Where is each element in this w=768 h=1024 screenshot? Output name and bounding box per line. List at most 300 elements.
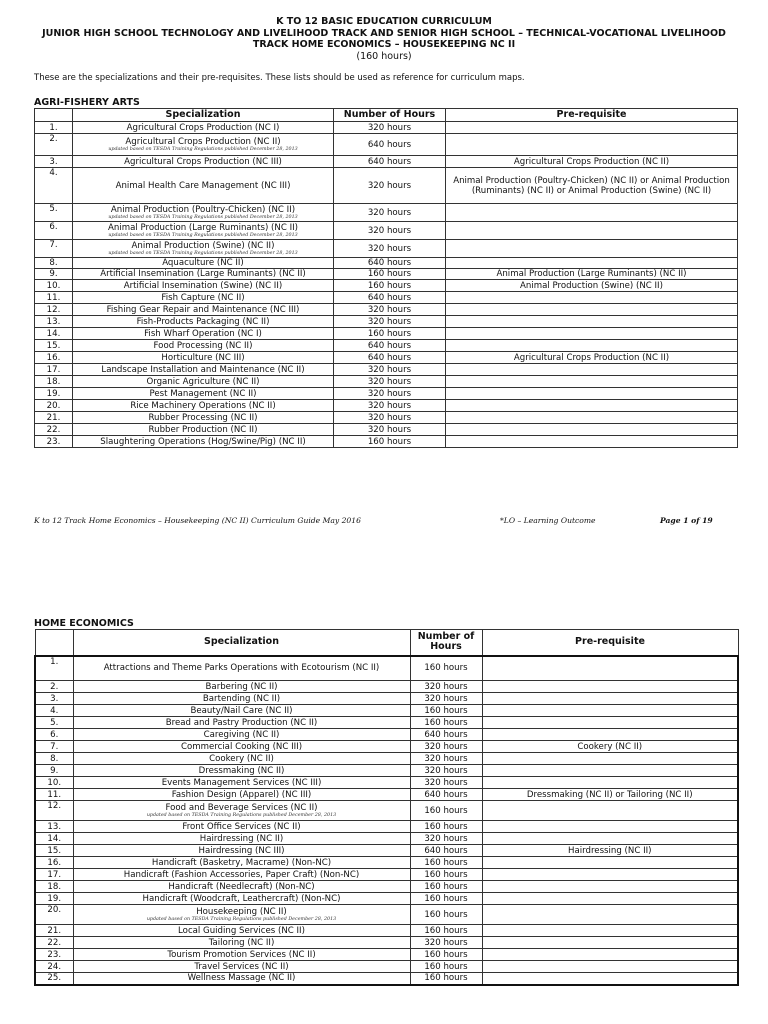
row-prerequisite bbox=[482, 821, 738, 833]
row-number: 7. bbox=[35, 240, 73, 258]
row-prerequisite bbox=[482, 753, 738, 765]
row-prerequisite bbox=[482, 893, 738, 905]
row-number: 5. bbox=[35, 717, 73, 729]
specialization-name: Wellness Massage (NC II) bbox=[187, 973, 296, 984]
footer-page-number bbox=[660, 516, 713, 525]
table-row bbox=[35, 789, 738, 801]
row-specialization bbox=[73, 693, 410, 705]
specialization-name: Artificial Insemination (Swine) (NC II) bbox=[123, 280, 283, 291]
header-hours: (160 hours) bbox=[356, 50, 412, 62]
row-prerequisite: Animal Production (Swine) (NC II) bbox=[446, 280, 738, 292]
row-prerequisite bbox=[482, 717, 738, 729]
row-specialization bbox=[73, 949, 410, 961]
table-row bbox=[35, 857, 738, 869]
row-hours: 160 hours bbox=[410, 869, 482, 881]
specialization-name: Agricultural Crops Production (NC II) bbox=[125, 136, 281, 147]
table-row bbox=[35, 961, 738, 973]
table-row bbox=[35, 204, 738, 222]
agri-header-specialization: Specialization bbox=[73, 109, 334, 122]
specialization-name: Handicraft (Needlecraft) (Non-NC) bbox=[168, 881, 315, 892]
row-prerequisite bbox=[446, 292, 738, 304]
table-row bbox=[35, 717, 738, 729]
row-specialization bbox=[73, 833, 410, 845]
row-prerequisite: Cookery (NC II) bbox=[482, 741, 738, 753]
page-current: 1 bbox=[683, 516, 689, 525]
row-hours: 320 hours bbox=[334, 168, 446, 204]
row-specialization bbox=[73, 845, 410, 857]
row-prerequisite bbox=[446, 388, 738, 400]
specialization-name: Tourism Promotion Services (NC II) bbox=[167, 949, 316, 960]
row-hours: 160 hours bbox=[410, 905, 482, 925]
row-number: 12. bbox=[35, 801, 73, 821]
specialization-name: Hairdressing (NC II) bbox=[199, 833, 284, 844]
row-specialization bbox=[73, 364, 334, 376]
table-row bbox=[35, 937, 738, 949]
specialization-name: Fish Wharf Operation (NC I) bbox=[144, 328, 262, 339]
row-prerequisite bbox=[446, 222, 738, 240]
row-number: 15. bbox=[35, 845, 73, 857]
row-specialization bbox=[73, 388, 334, 400]
specialization-name: Dressmaking (NC II) bbox=[198, 765, 285, 776]
table-row bbox=[35, 280, 738, 292]
row-prerequisite bbox=[482, 857, 738, 869]
row-specialization bbox=[73, 717, 410, 729]
home-header-prereq: Pre-requisite bbox=[482, 630, 738, 656]
specialization-name: Handicraft (Basketry, Macrame) (Non-NC) bbox=[151, 857, 332, 868]
row-specialization bbox=[73, 961, 410, 973]
row-prerequisite bbox=[446, 376, 738, 388]
table-row bbox=[35, 340, 738, 352]
tesda-update-note: updated based on TESDA Training Regulations published December 28, 2013 bbox=[108, 232, 298, 238]
row-specialization bbox=[73, 400, 334, 412]
row-prerequisite bbox=[482, 681, 738, 693]
row-hours: 160 hours bbox=[410, 656, 482, 681]
document-header bbox=[0, 16, 768, 62]
row-hours: 160 hours bbox=[410, 821, 482, 833]
row-specialization bbox=[73, 869, 410, 881]
table-row bbox=[35, 656, 738, 681]
table-row bbox=[35, 869, 738, 881]
row-hours: 160 hours bbox=[410, 961, 482, 973]
row-prerequisite bbox=[482, 937, 738, 949]
row-number: 20. bbox=[35, 905, 73, 925]
table-row bbox=[35, 821, 738, 833]
agri-header-num bbox=[35, 109, 73, 122]
row-number: 17. bbox=[35, 869, 73, 881]
row-number: 4. bbox=[35, 705, 73, 717]
row-specialization bbox=[73, 753, 410, 765]
row-number: 5. bbox=[35, 204, 73, 222]
specialization-name: Bartending (NC II) bbox=[202, 693, 281, 704]
row-hours: 320 hours bbox=[334, 240, 446, 258]
header-subtitle: JUNIOR HIGH SCHOOL TECHNOLOGY AND LIVELIHOOD TRACK AND SENIOR HIGH SCHOOL – TECHNICAL-VOCATIONAL LIVELIHOOD bbox=[42, 27, 726, 39]
specialization-name: Bread and Pastry Production (NC II) bbox=[165, 717, 318, 728]
row-prerequisite bbox=[482, 765, 738, 777]
row-number: 9. bbox=[35, 765, 73, 777]
row-prerequisite bbox=[446, 258, 738, 269]
row-hours: 640 hours bbox=[334, 258, 446, 269]
row-number: 11. bbox=[35, 292, 73, 304]
table-row bbox=[35, 693, 738, 705]
tesda-update-note: updated based on TESDA Training Regulations published December 28, 2013 bbox=[108, 250, 298, 256]
table-row bbox=[35, 328, 738, 340]
specialization-name: Rubber Production (NC II) bbox=[148, 424, 258, 435]
row-number: 17. bbox=[35, 364, 73, 376]
row-hours: 320 hours bbox=[334, 364, 446, 376]
row-hours: 320 hours bbox=[410, 833, 482, 845]
row-number: 10. bbox=[35, 280, 73, 292]
table-row bbox=[35, 269, 738, 280]
specialization-name: Caregiving (NC II) bbox=[203, 729, 280, 740]
home-header-num bbox=[35, 630, 73, 656]
table-row bbox=[35, 801, 738, 821]
row-specialization bbox=[73, 973, 410, 985]
row-number: 7. bbox=[35, 741, 73, 753]
specialization-name: Animal Production (Large Ruminants) (NC II) bbox=[107, 222, 298, 233]
row-prerequisite bbox=[482, 729, 738, 741]
row-number: 20. bbox=[35, 400, 73, 412]
row-number: 1. bbox=[35, 122, 73, 134]
row-number: 18. bbox=[35, 376, 73, 388]
row-specialization bbox=[73, 656, 410, 681]
table-row bbox=[35, 845, 738, 857]
agri-header-prereq: Pre-requisite bbox=[446, 109, 738, 122]
row-prerequisite bbox=[482, 801, 738, 821]
row-specialization bbox=[73, 376, 334, 388]
row-number: 21. bbox=[35, 925, 73, 937]
row-specialization bbox=[73, 436, 334, 448]
table-row bbox=[35, 292, 738, 304]
specialization-name: Tailoring (NC II) bbox=[208, 937, 275, 948]
footer-guide-title: K to 12 Track Home Economics – Housekeeping (NC II) Curriculum Guide May 2016 bbox=[34, 516, 361, 525]
row-specialization bbox=[73, 925, 410, 937]
row-hours: 640 hours bbox=[334, 352, 446, 364]
specialization-name: Front Office Services (NC II) bbox=[182, 821, 301, 832]
row-specialization bbox=[73, 328, 334, 340]
row-hours: 640 hours bbox=[334, 340, 446, 352]
specialization-name: Cookery (NC II) bbox=[209, 753, 274, 764]
row-number: 23. bbox=[35, 949, 73, 961]
row-specialization bbox=[73, 204, 334, 222]
row-specialization bbox=[73, 352, 334, 364]
row-number: 25. bbox=[35, 973, 73, 985]
row-specialization bbox=[73, 222, 334, 240]
row-prerequisite bbox=[446, 328, 738, 340]
row-number: 4. bbox=[35, 168, 73, 204]
row-prerequisite bbox=[482, 656, 738, 681]
row-hours: 160 hours bbox=[410, 705, 482, 717]
row-specialization bbox=[73, 269, 334, 280]
row-specialization bbox=[73, 893, 410, 905]
specialization-name: Horticulture (NC III) bbox=[161, 352, 245, 363]
table-row bbox=[35, 134, 738, 156]
row-specialization bbox=[73, 881, 410, 893]
row-number: 16. bbox=[35, 857, 73, 869]
specialization-name: Animal Production (Poultry-Chicken) (NC II) bbox=[110, 204, 296, 215]
row-prerequisite: Agricultural Crops Production (NC II) bbox=[446, 156, 738, 168]
row-number: 6. bbox=[35, 729, 73, 741]
row-specialization bbox=[73, 168, 334, 204]
intro-text: These are the specializations and their pre-requisites. These lists should be used as reference for curriculum maps. bbox=[34, 73, 525, 83]
row-number: 3. bbox=[35, 693, 73, 705]
row-prerequisite bbox=[482, 949, 738, 961]
tesda-update-note: updated based on TESDA Training Regulations published December 28, 2013 bbox=[146, 916, 337, 922]
table-row bbox=[35, 741, 738, 753]
table-row bbox=[35, 424, 738, 436]
row-number: 11. bbox=[35, 789, 73, 801]
row-number: 9. bbox=[35, 269, 73, 280]
header-track: TRACK HOME ECONOMICS – HOUSEKEEPING NC II bbox=[252, 39, 516, 50]
row-hours: 640 hours bbox=[410, 729, 482, 741]
specialization-name: Landscape Installation and Maintenance (NC II) bbox=[101, 364, 305, 375]
row-prerequisite bbox=[446, 412, 738, 424]
row-number: 18. bbox=[35, 881, 73, 893]
row-number: 15. bbox=[35, 340, 73, 352]
specialization-name: Handicraft (Fashion Accessories, Paper Craft) (Non-NC) bbox=[123, 869, 360, 880]
table-row bbox=[35, 973, 738, 985]
row-prerequisite bbox=[482, 705, 738, 717]
table-row bbox=[35, 258, 738, 269]
row-hours: 160 hours bbox=[410, 801, 482, 821]
table-row bbox=[35, 949, 738, 961]
row-hours: 160 hours bbox=[334, 328, 446, 340]
table-row bbox=[35, 905, 738, 925]
row-hours: 320 hours bbox=[334, 376, 446, 388]
specialization-name: Fish-Products Packaging (NC II) bbox=[136, 316, 270, 327]
row-hours: 160 hours bbox=[410, 925, 482, 937]
specialization-name: Agricultural Crops Production (NC III) bbox=[124, 156, 282, 167]
row-prerequisite bbox=[482, 881, 738, 893]
row-hours: 640 hours bbox=[334, 156, 446, 168]
table-row bbox=[35, 681, 738, 693]
row-prerequisite bbox=[482, 869, 738, 881]
table-row bbox=[35, 881, 738, 893]
row-number: 12. bbox=[35, 304, 73, 316]
table-row bbox=[35, 925, 738, 937]
specialization-name: Barbering (NC II) bbox=[205, 681, 278, 692]
row-specialization bbox=[73, 424, 334, 436]
row-specialization bbox=[73, 134, 334, 156]
table-row bbox=[35, 388, 738, 400]
tesda-update-note: updated based on TESDA Training Regulations published December 28, 2013 bbox=[108, 146, 298, 152]
specialization-name: Aquaculture (NC II) bbox=[162, 258, 244, 268]
tesda-update-note: updated based on TESDA Training Regulations published December 28, 2013 bbox=[146, 812, 337, 818]
specialization-name: Animal Production (Swine) (NC II) bbox=[131, 240, 275, 251]
row-prerequisite bbox=[482, 925, 738, 937]
row-specialization bbox=[73, 777, 410, 789]
specialization-name: Local Guiding Services (NC II) bbox=[178, 925, 305, 936]
home-table bbox=[34, 629, 739, 986]
specialization-name: Hairdressing (NC III) bbox=[198, 845, 285, 856]
tesda-update-note: updated based on TESDA Training Regulations published December 28, 2013 bbox=[108, 214, 298, 220]
row-prerequisite bbox=[446, 134, 738, 156]
table-row bbox=[35, 316, 738, 328]
row-hours: 160 hours bbox=[410, 893, 482, 905]
row-hours: 320 hours bbox=[334, 388, 446, 400]
header-title: K TO 12 BASIC EDUCATION CURRICULUM bbox=[276, 16, 492, 27]
specialization-name: Handicraft (Woodcraft, Leathercraft) (Non-NC) bbox=[142, 893, 341, 904]
specialization-name: Food Processing (NC II) bbox=[153, 340, 253, 351]
row-specialization bbox=[73, 729, 410, 741]
specialization-name: Artificial Insemination (Large Ruminants) (NC II) bbox=[100, 269, 306, 279]
row-specialization bbox=[73, 741, 410, 753]
row-prerequisite bbox=[482, 961, 738, 973]
row-hours: 160 hours bbox=[334, 280, 446, 292]
table-row bbox=[35, 364, 738, 376]
row-specialization bbox=[73, 292, 334, 304]
table-row bbox=[35, 436, 738, 448]
specialization-name: Housekeeping (NC II) bbox=[196, 906, 287, 917]
footer-lo-note: *LO – Learning Outcome bbox=[500, 516, 596, 525]
row-number: 21. bbox=[35, 412, 73, 424]
row-prerequisite bbox=[446, 424, 738, 436]
specialization-name: Fishing Gear Repair and Maintenance (NC III) bbox=[106, 304, 300, 315]
row-hours: 160 hours bbox=[410, 857, 482, 869]
table-row bbox=[35, 222, 738, 240]
row-hours: 320 hours bbox=[334, 122, 446, 134]
specialization-name: Fashion Design (Apparel) (NC III) bbox=[171, 789, 312, 800]
row-number: 23. bbox=[35, 436, 73, 448]
table-row bbox=[35, 705, 738, 717]
row-specialization bbox=[73, 340, 334, 352]
row-prerequisite bbox=[446, 204, 738, 222]
table-row bbox=[35, 729, 738, 741]
specialization-name: Travel Services (NC II) bbox=[194, 961, 289, 972]
table-row bbox=[35, 352, 738, 364]
row-hours: 320 hours bbox=[410, 693, 482, 705]
table-row bbox=[35, 240, 738, 258]
home-header-specialization: Specialization bbox=[73, 630, 410, 656]
row-hours: 320 hours bbox=[334, 400, 446, 412]
row-number: 10. bbox=[35, 777, 73, 789]
row-number: 1. bbox=[35, 656, 73, 681]
table-row bbox=[35, 412, 738, 424]
row-hours: 320 hours bbox=[410, 765, 482, 777]
specialization-name: Events Management Services (NC III) bbox=[161, 777, 322, 788]
row-number: 19. bbox=[35, 388, 73, 400]
row-hours: 320 hours bbox=[410, 753, 482, 765]
specialization-name: Agricultural Crops Production (NC I) bbox=[126, 122, 280, 133]
row-specialization bbox=[73, 156, 334, 168]
specialization-name: Attractions and Theme Parks Operations with Ecotourism (NC II) bbox=[103, 663, 380, 674]
home-section-title: HOME ECONOMICS bbox=[34, 618, 134, 629]
row-specialization bbox=[73, 905, 410, 925]
row-hours: 640 hours bbox=[410, 789, 482, 801]
row-specialization bbox=[73, 765, 410, 777]
row-hours: 320 hours bbox=[410, 741, 482, 753]
row-prerequisite bbox=[446, 240, 738, 258]
row-specialization bbox=[73, 937, 410, 949]
row-number: 22. bbox=[35, 937, 73, 949]
row-prerequisite bbox=[482, 905, 738, 925]
row-hours: 320 hours bbox=[410, 777, 482, 789]
row-prerequisite bbox=[482, 777, 738, 789]
row-prerequisite bbox=[446, 400, 738, 412]
row-hours: 640 hours bbox=[334, 134, 446, 156]
row-number: 24. bbox=[35, 961, 73, 973]
row-specialization bbox=[73, 789, 410, 801]
row-specialization bbox=[73, 821, 410, 833]
row-hours: 320 hours bbox=[410, 681, 482, 693]
specialization-name: Rubber Processing (NC II) bbox=[148, 412, 258, 423]
row-hours: 160 hours bbox=[410, 717, 482, 729]
row-prerequisite bbox=[446, 122, 738, 134]
table-row bbox=[35, 376, 738, 388]
row-specialization bbox=[73, 857, 410, 869]
row-hours: 160 hours bbox=[410, 973, 482, 985]
specialization-name: Commercial Cooking (NC III) bbox=[180, 741, 303, 752]
row-number: 13. bbox=[35, 821, 73, 833]
table-row bbox=[35, 156, 738, 168]
row-specialization bbox=[73, 316, 334, 328]
row-number: 8. bbox=[35, 753, 73, 765]
row-prerequisite bbox=[446, 364, 738, 376]
row-specialization bbox=[73, 122, 334, 134]
specialization-name: Rice Machinery Operations (NC II) bbox=[130, 400, 276, 411]
row-prerequisite bbox=[482, 833, 738, 845]
specialization-name: Pest Management (NC II) bbox=[149, 388, 257, 399]
row-hours: 320 hours bbox=[334, 412, 446, 424]
row-specialization bbox=[73, 681, 410, 693]
row-number: 16. bbox=[35, 352, 73, 364]
row-number: 6. bbox=[35, 222, 73, 240]
row-hours: 160 hours bbox=[334, 269, 446, 280]
row-prerequisite bbox=[482, 973, 738, 985]
table-row bbox=[35, 765, 738, 777]
page-suffix: of 19 bbox=[688, 516, 713, 525]
row-number: 22. bbox=[35, 424, 73, 436]
row-hours: 160 hours bbox=[410, 881, 482, 893]
row-hours: 160 hours bbox=[410, 949, 482, 961]
row-hours: 320 hours bbox=[410, 937, 482, 949]
page-prefix: Page bbox=[660, 516, 684, 525]
row-number: 8. bbox=[35, 258, 73, 269]
row-number: 14. bbox=[35, 328, 73, 340]
table-row bbox=[35, 777, 738, 789]
row-specialization bbox=[73, 280, 334, 292]
row-number: 3. bbox=[35, 156, 73, 168]
row-prerequisite bbox=[446, 340, 738, 352]
row-number: 2. bbox=[35, 134, 73, 156]
row-prerequisite: Hairdressing (NC II) bbox=[482, 845, 738, 857]
row-hours: 320 hours bbox=[334, 424, 446, 436]
agri-section-title: AGRI-FISHERY ARTS bbox=[34, 97, 140, 108]
row-prerequisite bbox=[482, 693, 738, 705]
row-specialization bbox=[73, 304, 334, 316]
row-prerequisite bbox=[446, 304, 738, 316]
table-row bbox=[35, 122, 738, 134]
row-hours: 320 hours bbox=[334, 222, 446, 240]
table-row bbox=[35, 400, 738, 412]
row-specialization bbox=[73, 258, 334, 269]
row-prerequisite: Agricultural Crops Production (NC II) bbox=[446, 352, 738, 364]
row-number: 14. bbox=[35, 833, 73, 845]
specialization-name: Slaughtering Operations (Hog/Swine/Pig) (NC II) bbox=[100, 436, 306, 447]
row-prerequisite: Dressmaking (NC II) or Tailoring (NC II) bbox=[482, 789, 738, 801]
row-prerequisite bbox=[446, 316, 738, 328]
row-specialization bbox=[73, 705, 410, 717]
row-prerequisite: Animal Production (Poultry-Chicken) (NC II) or Animal Production (Ruminants) (NC II) or Animal Production (Swine) (NC II) bbox=[446, 168, 738, 204]
row-number: 2. bbox=[35, 681, 73, 693]
agri-table bbox=[34, 108, 738, 448]
row-hours: 640 hours bbox=[334, 292, 446, 304]
row-hours: 320 hours bbox=[334, 304, 446, 316]
row-hours: 320 hours bbox=[334, 316, 446, 328]
row-prerequisite: Animal Production (Large Ruminants) (NC II) bbox=[446, 269, 738, 280]
row-number: 13. bbox=[35, 316, 73, 328]
row-hours: 160 hours bbox=[334, 436, 446, 448]
row-specialization bbox=[73, 240, 334, 258]
